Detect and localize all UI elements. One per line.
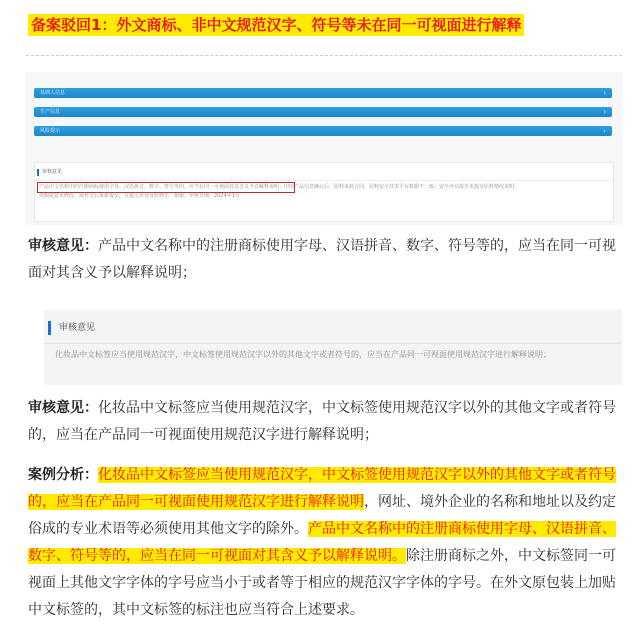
- paragraph-text: 产品中文名称中的注册商标使用字母、汉语拼音、数字、符号等的，应当在同一可视面对其含义予以解释说明；: [28, 238, 616, 281]
- section-bar: [34, 88, 612, 98]
- paragraph-text: 化妆品中文标签应当使用规范汉字，中文标签使用规范汉字以外的其他文字或者符号的，应当在产品同一可视面使用规范汉字进行解释说明；: [28, 400, 616, 443]
- paragraph-label: 案例分析：: [28, 467, 98, 483]
- review-header: 审核意见: [48, 321, 95, 335]
- section-bar: [34, 107, 612, 117]
- paragraph-text-tail: 除注册商标之外，中文标签同一可视面上其他文字字体的字号应当小于或者等于相应的规范汉字字体的字号。在外文原包装上加贴中文标签的，其中文标签的标注也应当符合上述要求。: [28, 548, 616, 618]
- review-screenshot-1: [26, 72, 622, 225]
- highlighted-text-2: 产品中文名称中的注册商标使用字母、汉语拼音、数字、符号等的，应当在同一可视面对其含义予以解释说明。: [28, 521, 616, 564]
- section-bar-label: 生产信息: [40, 109, 61, 115]
- chevron-right-icon: ›: [603, 127, 606, 135]
- paragraph-label: 审核意见：: [28, 238, 98, 254]
- highlighted-text: 产品中文名称中的注册商标使用字母、汉语拼音、数字、符号等的，应当在同一可视面对其含义予以解释说明: [39, 184, 280, 190]
- review-panel: [34, 162, 614, 222]
- divider: [35, 180, 613, 181]
- paragraph-text-mid: ，网址、境外企业的名称和地址以及约定俗成的专业术语等必须使用其他文字的除外。: [28, 494, 616, 537]
- review-line-2: 请根据意见修改，需补交后重新提交，并提示企业及时修正，谢谢。审核日期：2024年1月: [39, 193, 240, 199]
- chevron-right-icon: ›: [603, 89, 606, 97]
- divider: [44, 343, 622, 344]
- dashed-divider: [26, 55, 622, 56]
- review-screenshot-2: [44, 310, 622, 385]
- highlighted-text-1: 化妆品中文标签应当使用规范汉字，中文标签使用规范汉字以外的其他文字或者符号的，应当在产品同一可视面使用规范汉字进行解释说明: [28, 467, 616, 510]
- chevron-right-icon: ›: [603, 108, 606, 116]
- review-line-1: [39, 184, 519, 191]
- paragraph-label: 审核意见：: [28, 400, 98, 416]
- section-title: 备案驳回1：外文商标、非中文规范汉字、符号等未在同一可视面进行解释: [28, 14, 524, 36]
- paragraph-case-analysis: [28, 462, 624, 624]
- review-header: 审核意见: [37, 169, 62, 176]
- review-line-1-rest: ；中国产品信息确认后，原料来源合同，原料安全技术平台数据不一致；安全评估报告未提交原料情况说明；: [279, 184, 520, 190]
- review-text: 化妆品中文标签应当使用规范汉字，中文标签使用规范汉字以外的其他文字或者符号的，应当在产品同一可视面使用规范汉字进行解释说明；: [55, 350, 551, 359]
- section-bar: [34, 126, 612, 136]
- section-bar-label: 基础人信息: [40, 90, 66, 96]
- section-bar-label: 风险提示: [40, 128, 61, 134]
- paragraph-review-2: [28, 395, 624, 449]
- paragraph-review-1: [28, 233, 624, 287]
